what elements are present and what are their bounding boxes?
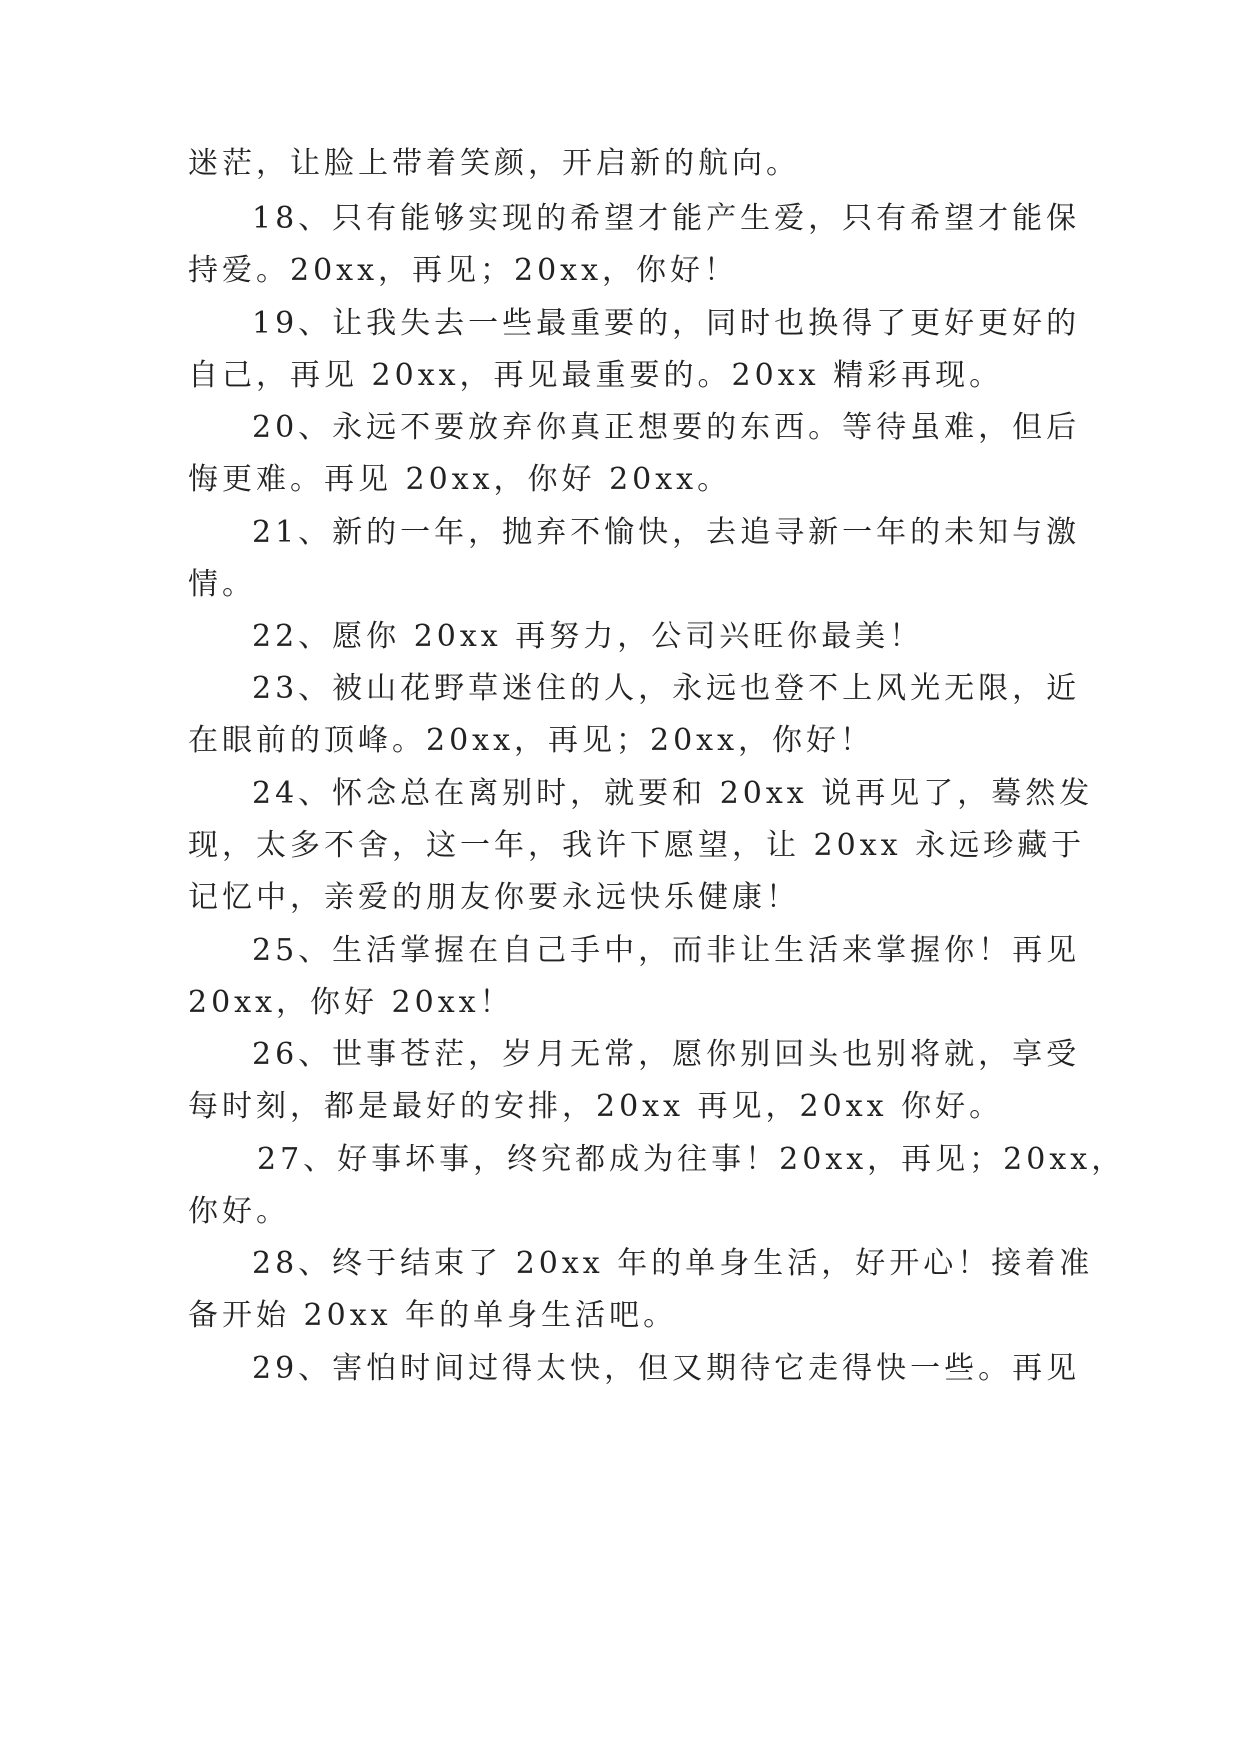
text-line: 23、被山花野草迷住的人，永远也登不上风光无限，近: [252, 671, 1081, 706]
text-line: 迷茫，让脸上带着笑颜，开启新的航向。: [188, 146, 800, 181]
text-line: 26、世事苍茫，岁月无常，愿你别回头也别将就，享受: [252, 1037, 1081, 1072]
text-line: 记忆中，亲爱的朋友你要永远快乐健康！: [188, 880, 800, 915]
text-line: 情。: [188, 567, 256, 602]
text-line: 在眼前的顶峰。20xx，再见；20xx，你好！: [188, 723, 875, 758]
text-line: 持爱。20xx，再见；20xx，你好！: [188, 253, 739, 288]
text-line: 悔更难。再见 20xx，你好 20xx。: [188, 462, 732, 497]
text-line: 18、只有能够实现的希望才能产生爱，只有希望才能保: [252, 201, 1081, 236]
text-line: 22、愿你 20xx 再努力，公司兴旺你最美！: [252, 619, 924, 654]
text-line: 备开始 20xx 年的单身生活吧。: [188, 1298, 678, 1333]
text-line: 20、永远不要放弃你真正想要的东西。等待虽难，但后: [252, 410, 1081, 445]
text-line: 24、怀念总在离别时，就要和 20xx 说再见了，蓦然发: [252, 776, 1094, 811]
text-line: 自己，再见 20xx，再见最重要的。20xx 精彩再现。: [188, 358, 1004, 393]
text-line: 19、让我失去一些最重要的，同时也换得了更好更好的: [252, 306, 1081, 341]
text-line: 28、终于结束了 20xx 年的单身生活，好开心！接着准: [252, 1246, 1094, 1281]
text-line: 25、生活掌握在自己手中，而非让生活来掌握你！再见: [252, 933, 1081, 968]
text-line: 每时刻，都是最好的安排，20xx 再见，20xx 你好。: [188, 1089, 1004, 1124]
text-line: 20xx，你好 20xx！: [188, 985, 514, 1020]
text-line: 21、新的一年，抛弃不愉快，去追寻新一年的未知与激: [252, 515, 1081, 550]
text-line: 现，太多不舍，这一年，我许下愿望，让 20xx 永远珍藏于: [188, 828, 1086, 863]
text-line: 你好。: [188, 1194, 290, 1229]
text-line: 27、好事坏事，终究都成为往事！20xx，再见；20xx，: [257, 1142, 1126, 1177]
text-line: 29、害怕时间过得太快，但又期待它走得快一些。再见: [252, 1351, 1081, 1386]
